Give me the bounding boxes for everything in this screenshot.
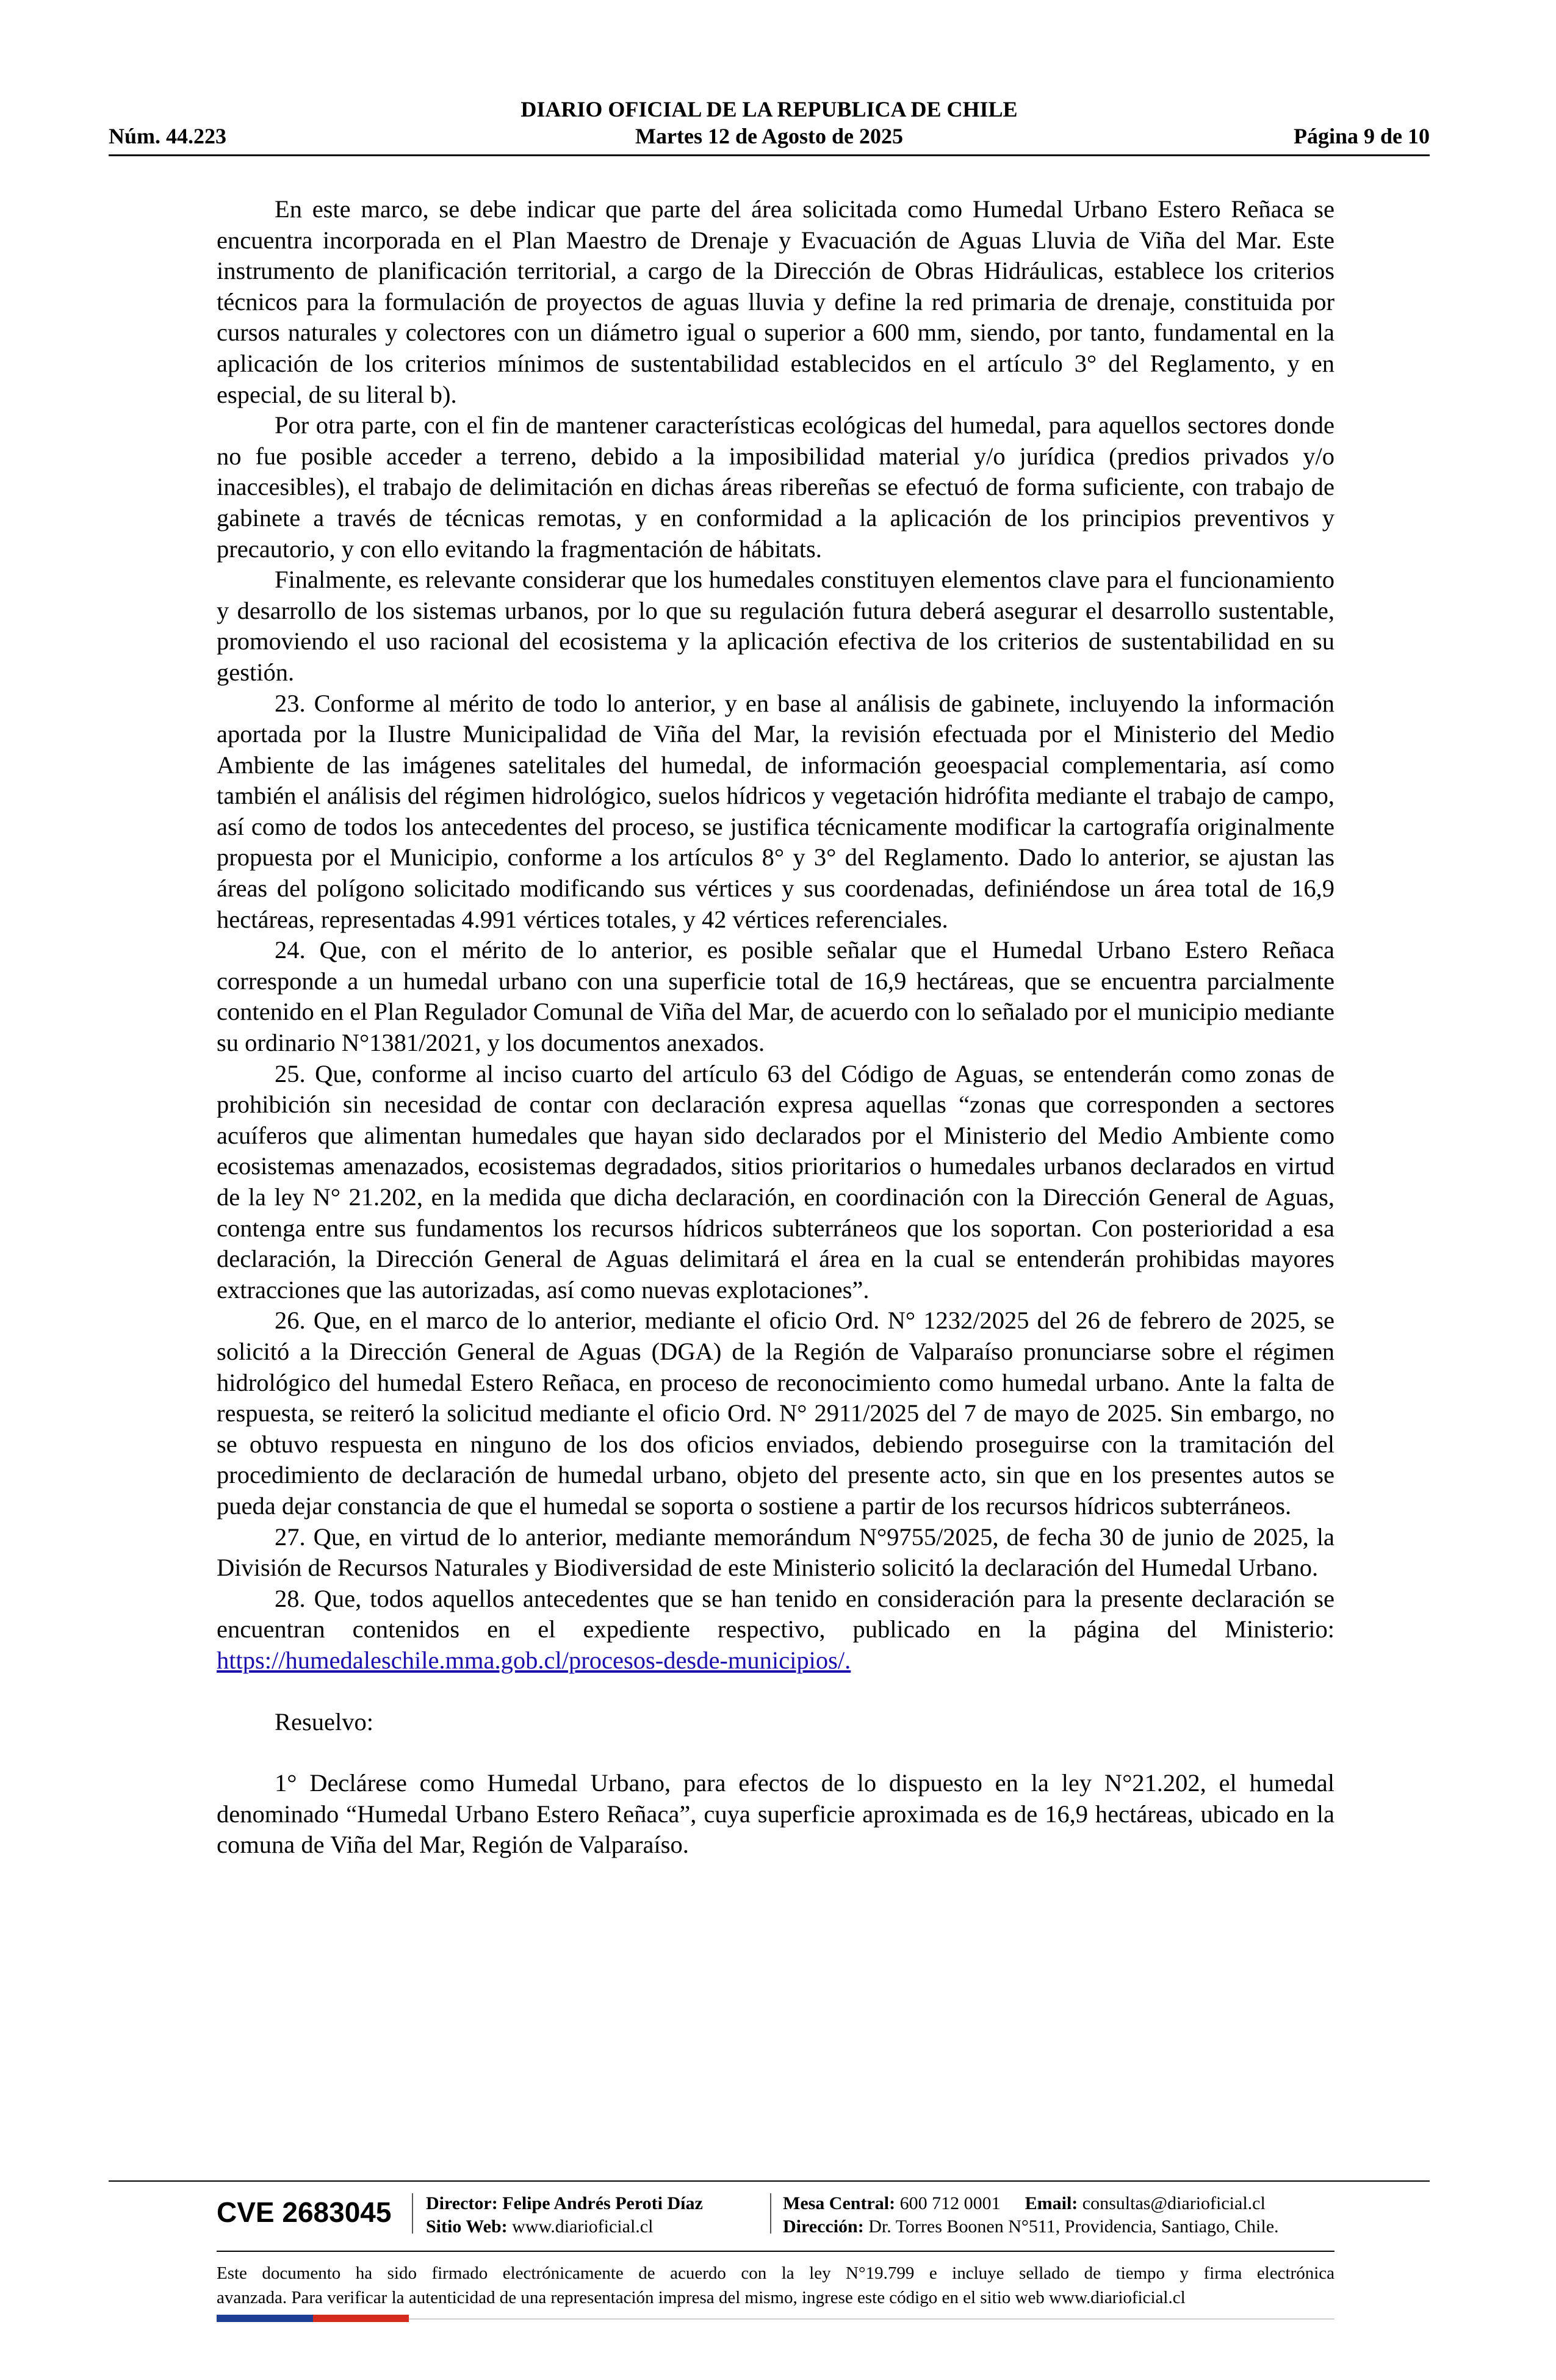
paragraph-28-text: 28. Que, todos aquellos antecedentes que se han tenido en consideración para la presente declaración se encuentran contenidos en el expediente respectivo, publicado en la página del Ministerio: <box>217 1584 1334 1643</box>
address-value: Dr. Torres Boonen N°511, Providencia, Santiago, Chile. <box>868 2216 1279 2237</box>
mesa-value: 600 712 0001 <box>899 2193 1001 2213</box>
paragraph: Finalmente, es relevante considerar que los humedales constituyen elementos clave para el funcionamiento y desarrollo de los sistemas urbanos, por lo que su regulación futura deberá asegurar el desarrollo sustentable, promoviendo el uso racional del ecosistema y la aplicación efectiva de los criterios de sustentabilidad en su gestión. <box>217 566 1334 686</box>
legal-line-2: avanzada. Para verificar la autenticidad de una representación impresa del mismo, ingrese este código en el sitio web www.diarioficial.cl <box>217 2288 1186 2307</box>
address-label: Dirección: <box>783 2216 864 2237</box>
footer-bottom-line <box>409 2318 1334 2320</box>
paragraph-25: 25. Que, conforme al inciso cuarto del artículo 63 del Código de Aguas, se entenderán como zonas de prohibición sin necesidad de contar con declaración expresa aquellas “zonas que corresponden a sectores acuíferos que alimentan humedales que hayan sido declarados por el Ministerio del Medio Ambiente como ecosistemas amenazados, ecosistemas degradados, sitios prioritarios o humedales urbanos declarados en virtud de la ley N° 21.202, en la medida que dicha declaración, en coordinación con la Dirección General de Aguas, contenga entre sus fundamentos los recursos hídricos subterráneos que los soportan. Con posterioridad a esa declaración, la Dirección General de Aguas delimitará el área en la cual se entenderán prohibidas mayores extracciones que las autorizadas, así como nuevas explotaciones”. <box>217 1059 1334 1304</box>
document-body <box>217 194 1334 1861</box>
footer-info <box>217 2191 1334 2240</box>
site-label: Sitio Web: <box>426 2216 508 2237</box>
footer-separator <box>412 2193 413 2234</box>
paragraph: En este marco, se debe indicar que parte del área solicitada como Humedal Urbano Estero Reñaca se encuentra incorporada en el Plan Maestro de Drenaje y Evacuación de Aguas Lluvia de Viña del Mar. Este instrumento de planificación territorial, a cargo de la Dirección de Obras Hidráulicas, establece los criterios técnicos para la formulación de proyectos de aguas lluvia y define la red primaria de drenaje, constituida por cursos naturales y colectores con un diámetro igual o superior a 600 mm, siendo, por tanto, fundamental en la aplicación de los criterios mínimos de sustentabilidad establecidos en el artículo 3° del Reglamento, y en especial, de su literal b). <box>217 195 1334 408</box>
chile-flag-bar <box>217 2315 409 2322</box>
paragraph: Por otra parte, con el fin de mantener características ecológicas del humedal, para aquellos sectores donde no fue posible acceder a terreno, debido a la imposibilidad material y/o jurídica (predios privados y/o inaccesibles), el trabajo de delimitación en dichas áreas ribereñas se efectuó de forma suficiente, con trabajo de gabinete a través de técnicas remotas, y en conformidad a la aplicación de los principios preventivos y precautorio, y con ello evitando la fragmentación de hábitats. <box>217 411 1334 563</box>
footer-contact-column <box>783 2192 1279 2238</box>
footer-divider <box>109 2180 1430 2182</box>
cve-code: CVE 2683045 <box>217 2196 392 2228</box>
paragraph-28 <box>217 1584 1334 1676</box>
page-number: Página 9 de 10 <box>1293 124 1430 148</box>
paragraph-26: 26. Que, en el marco de lo anterior, mediante el oficio Ord. N° 1232/2025 del 26 de febrero de 2025, se solicitó a la Dirección General de Aguas (DGA) de la Región de Valparaíso pronunciarse sobre el régimen hidrológico del humedal Estero Reñaca, en proceso de reconocimiento como humedal urbano. Ante la falta de respuesta, se reiteró la solicitud mediante el oficio Ord. N° 2911/2025 del 7 de mayo de 2025. Sin embargo, no se obtuvo respuesta en ninguno de los dos oficios enviados, debiendo proseguirse con la tramitación del procedimiento de declaración de humedal urbano, objeto del presente acto, sin que en los presentes autos se pueda dejar constancia de que el humedal se soporta o sostiene a partir de los recursos hídricos subterráneos. <box>217 1307 1334 1520</box>
resolution-1: 1° Declárese como Humedal Urbano, para efectos de lo dispuesto en la ley N°21.202, el humedal denominado “Humedal Urbano Estero Reñaca”, cuya superficie aproximada es de 16,9 hectáreas, ubicado en la comuna de Viña del Mar, Región de Valparaíso. <box>217 1769 1334 1859</box>
legal-notice <box>217 2261 1334 2310</box>
flag-red-segment <box>313 2315 409 2322</box>
processes-link[interactable]: https://humedaleschile.mma.gob.cl/procesos-desde-municipios/. <box>217 1646 851 1674</box>
issue-number: Núm. 44.223 <box>109 124 227 148</box>
footer-divider-2 <box>217 2251 1334 2252</box>
paragraph-27: 27. Que, en virtud de lo anterior, mediante memorándum N°9755/2025, de fecha 30 de junio de 2025, la División de Recursos Naturales y Biodiversidad de este Ministerio solicitó la declaración del Humedal Urbano. <box>217 1523 1334 1582</box>
director-label: Director: <box>426 2193 498 2213</box>
flag-blue-segment <box>217 2315 313 2322</box>
paragraph-23: 23. Conforme al mérito de todo lo anterior, y en base al análisis de gabinete, incluyendo la información aportada por la Ilustre Municipalidad de Viña del Mar, la revisión efectuada por el Ministerio del Medio Ambiente de las imágenes satelitales del humedal, de información geoespacial complementaria, así como también el análisis del régimen hidrológico, suelos hídricos y vegetación hidrófita mediante el trabajo de campo, así como de todos los antecedentes del proceso, se justifica técnicamente modificar la cartografía originalmente propuesta por el Municipio, conforme a los artículos 8° y 3° del Reglamento. Dado lo anterior, se ajustan las áreas del polígono solicitado modificando sus vértices y sus coordenadas, definiéndose un área total de 16,9 hectáreas, representadas 4.991 vértices totales, y 42 vértices referenciales. <box>217 689 1334 933</box>
mesa-label: Mesa Central: <box>783 2193 896 2213</box>
publication-title: DIARIO OFICIAL DE LA REPUBLICA DE CHILE <box>520 97 1018 121</box>
resuelvo-heading: Resuelvo: <box>275 1707 373 1736</box>
issue-date: Martes 12 de Agosto de 2025 <box>635 124 903 148</box>
legal-line-1: Este documento ha sido firmado electrónicamente de acuerdo con la ley N°19.799 e incluye sellado de tiempo y firma electrónica <box>217 2263 1334 2283</box>
footer-separator <box>770 2193 771 2234</box>
header-divider <box>109 154 1430 156</box>
email-value[interactable]: consultas@diarioficial.cl <box>1082 2193 1266 2213</box>
site-value[interactable]: www.diarioficial.cl <box>512 2216 654 2237</box>
page-header <box>109 92 1430 153</box>
paragraph-24: 24. Que, con el mérito de lo anterior, es posible señalar que el Humedal Urbano Estero Reñaca corresponde a un humedal urbano con una superficie total de 16,9 hectáreas, que se encuentra parcialmente contenido en el Plan Regulador Comunal de Viña del Mar, de acuerdo con lo señalado por el municipio mediante su ordinario N°1381/2021, y los documentos anexados. <box>217 936 1334 1057</box>
email-label: Email: <box>1025 2193 1078 2213</box>
director-name: Felipe Andrés Peroti Díaz <box>502 2193 703 2213</box>
footer-director-column <box>426 2192 703 2238</box>
